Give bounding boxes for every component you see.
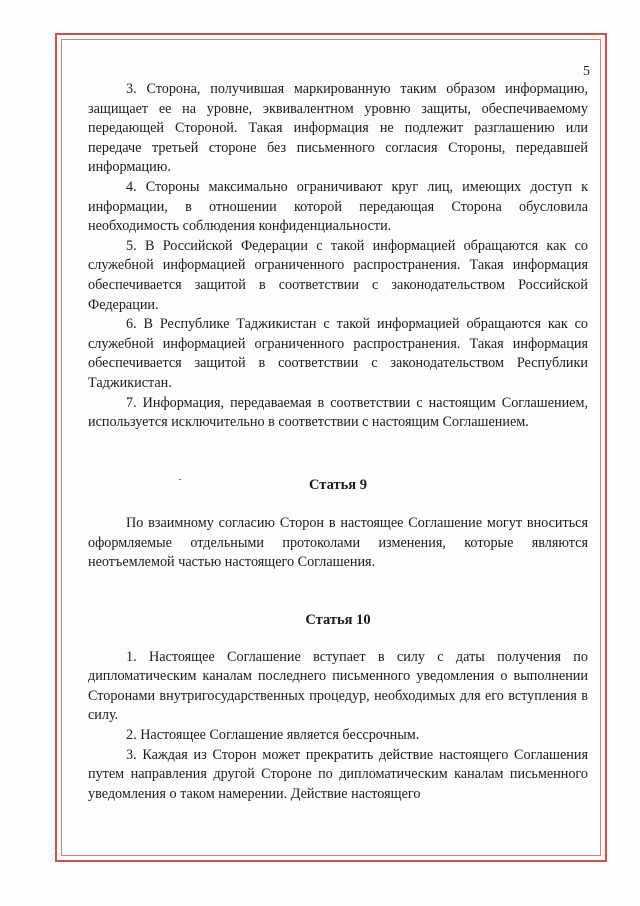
paragraph-5: 5. В Российской Федерации с такой информацией обращаются как со служебной информацией ограниченного распространения. Такая информация обеспечивается защитой в соответствии с законодательством Российской Федерации.: [88, 237, 588, 313]
article-10-heading: Статья 10: [305, 612, 371, 629]
article-10-paragraph-1: 1. Настоящее Соглашение вступает в силу с даты получения по дипломатическим каналам последнего письменного уведомления о выполнении Сторонами внутригосударственных процедур, необходимых для его вступления в силу.: [88, 648, 588, 724]
paragraph-7: 7. Информация, передаваемая в соответствии с настоящим Соглашением, используется исключительно в соответствии с настоящим Соглашением.: [88, 394, 588, 431]
paragraph-3: 3. Сторона, получившая маркированную таким образом информацию, защищает ее на уровне, эквивалентном уровню защиты, обеспечиваемому передающей Стороной. Такая информация не подлежит разглашению или передаче третьей стороне без письменного согласия Стороны, передавшей информацию.: [88, 81, 588, 176]
article-9-heading: Статья 9: [309, 476, 367, 493]
document-body: [88, 80, 588, 804]
article-10-paragraph-3: 3. Каждая из Сторон может прекратить действие настоящего Соглашения путем направления другой Стороне по дипломатическим каналам письменного уведомления о таком намерении. Действие настоящего: [88, 746, 588, 802]
article-9-text: По взаимному согласию Сторон в настоящее Соглашение могут вноситься оформляемые отдельными протоколами изменения, которые являются неотъемлемой частью настоящего Соглашения.: [88, 515, 588, 571]
paragraph-6: 6. В Республике Таджикистан с такой информацией обращаются как со служебной информацией ограниченного распространения. Такая информация обеспечивается защитой в соответствии с законодательством Республики Таджикистан.: [88, 316, 588, 391]
paragraph-4: 4. Стороны максимально ограничивают круг лиц, имеющих доступ к информации, в отношении которой передающая Сторона обусловила необходимость соблюдения конфиденциальности.: [88, 178, 588, 235]
page-number: 5: [583, 64, 590, 79]
article-10-paragraph-2: 2. Настоящее Соглашение является бессрочным.: [126, 727, 420, 744]
